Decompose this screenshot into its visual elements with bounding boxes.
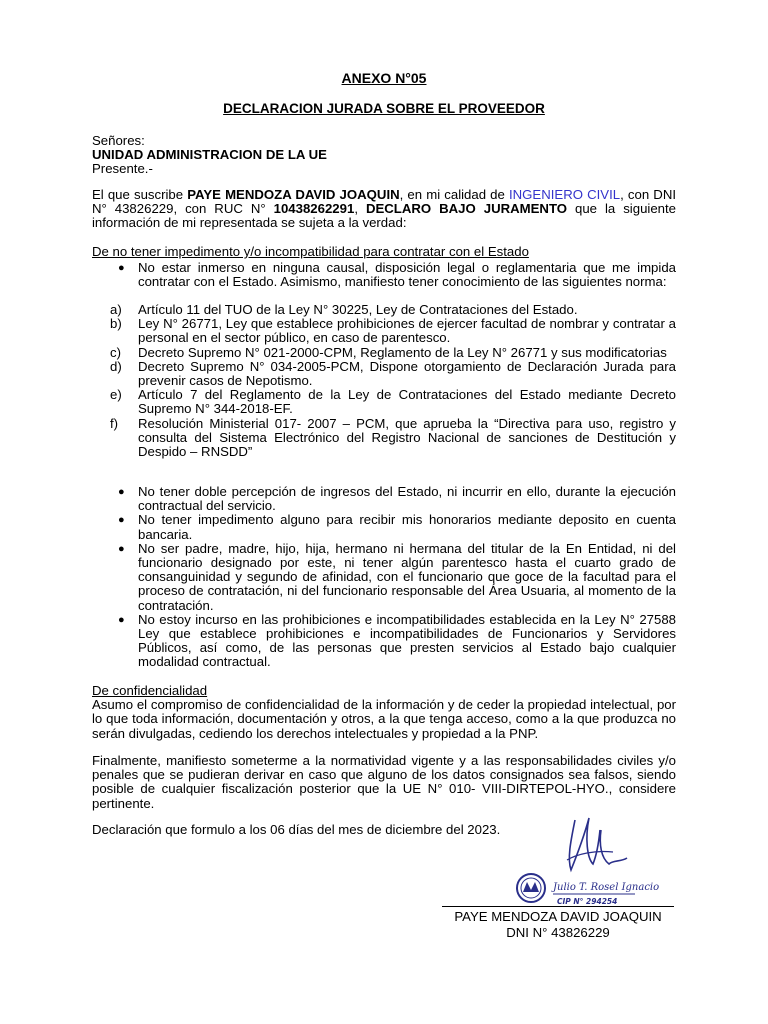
bullet-item [118, 540, 676, 613]
confidentiality-section [92, 684, 676, 741]
salutation-line: Señores: [92, 133, 145, 148]
intro-text: , con DNI N° 43826229, con RUC N° [92, 187, 677, 217]
norm-text: Resolución Ministerial 017- 2007 – PCM, que aprueba la “Directiva para uso, registro y consulta del Sistema Electrónico del Registro Nacional de sanciones de Destitución y Despido – RNSDD” [138, 415, 676, 460]
norms-list [110, 303, 676, 459]
bullet-text: No ser padre, madre, hijo, hija, hermano ni hermana del titular de la En Entidad, ni del funcionario designado por este, ni tener algún parentesco hasta el cuarto grado de consanguinidad y segundo de afinidad, con el funcionario que goce de la facultad para el proceso de contratación, ni del funcionario responsable del Área Usuaria, al momento de la contratación. [138, 540, 676, 613]
salutation-block [92, 134, 682, 177]
bullet-item [118, 611, 676, 670]
norm-text: Decreto Supremo N° 034-2005-PCM, Dispone otorgamiento de Declaración Jurada para prevenir casos de Nepotismo. [138, 358, 676, 389]
final-paragraph: Finalmente, manifiesto someterme a la normatividad vigente y a las responsabilidades civiles y/o penales que se pudieran derivar en caso que alguno de los datos consignados sea falsos, siendo posible de cualquier fiscalización posterior que la UE N° 010- VIII-DIRTEPOL-HYO., considere pertinente. [92, 753, 676, 811]
oath-phrase: DECLARO BAJO JURAMENTO [365, 201, 568, 217]
bullet-icon: ● [118, 514, 125, 527]
intro-paragraph [92, 188, 676, 231]
stamp-name: Julio T. Rosel Ignacio [553, 882, 660, 893]
bullet-item: No estar inmerso en ninguna causal, disposición legal o reglamentaria que me impida contratar con el Estado. Asimismo, manifiesto tener conocimiento de las siguientes norma: [138, 260, 676, 290]
norm-text: Decreto Supremo N° 021-2000-CPM, Reglamento de la Ley N° 26771 y sus modificatorias [138, 344, 667, 360]
norm-text: Artículo 7 del Reglamento de la Ley de Contrataciones del Estado mediante Decreto Supremo N° 344-2018-EF. [138, 387, 676, 417]
norm-letter: d) [110, 358, 122, 374]
section-heading-confidentiality: De confidencialidad [92, 683, 208, 698]
bullet-icon: ● [118, 486, 125, 498]
intro-text: que la siguiente información de mi representada se sujeta a la verdad: [92, 201, 676, 231]
bullet-icon: ● [118, 262, 125, 274]
norm-item [110, 360, 676, 388]
declarant-role: INGENIERO CIVIL [508, 187, 621, 202]
declarant-name: PAYE MENDOZA DAVID JOAQUIN [187, 187, 400, 202]
intro-text: , en mi calidad de [399, 187, 509, 202]
norm-item [110, 303, 676, 317]
bullet-text: No tener doble percepción de ingresos del Estado, ni incurrir en ello, durante la ejecución contractual del servicio. [138, 484, 676, 514]
signer-dni: DNI N° 43826229 [506, 925, 610, 940]
bullet-item [118, 484, 676, 514]
seal-icon [517, 874, 545, 902]
bullet-list [118, 484, 676, 670]
norm-letter: e) [110, 387, 122, 403]
signature-line [442, 906, 674, 907]
confidentiality-text: Asumo el compromiso de confidencialidad de la información y de ceder la propiedad intelectual, por lo que toda información, documentación y otros, a la que tenga acceso, como a la que produzca no serán divulgadas, cediendo los derechos intelectuales y propiedad a la PNP. [92, 697, 676, 741]
declaration-title: DECLARACION JURADA SOBRE EL PROVEEDOR [223, 101, 545, 116]
norm-text: Ley N° 26771, Ley que establece prohibiciones de ejercer facultad de nombrar y contratar a personal en el sector público, en caso de parentesco. [138, 316, 676, 346]
norm-item [110, 417, 676, 460]
norm-item [110, 346, 676, 360]
bullet-icon: ● [118, 542, 125, 555]
signer-name: PAYE MENDOZA DAVID JOAQUIN [454, 909, 662, 924]
bullet-text: No tener impedimento alguno para recibir mis honorarios mediante deposito en cuenta bancaria. [138, 512, 676, 542]
bullet-icon: ● [118, 613, 125, 626]
intro-text: , [354, 201, 366, 217]
signature-stroke [569, 818, 627, 870]
norm-item [110, 388, 676, 416]
salutation-present: Presente.- [92, 161, 153, 177]
norm-letter: f) [110, 415, 119, 431]
norm-item [110, 317, 676, 345]
declaration-date: Declaración que formulo a los 06 días del mes de diciembre del 2023. [92, 822, 501, 837]
intro-text: El que suscribe [92, 187, 188, 202]
bullet-item [118, 512, 676, 542]
norm-letter: c) [110, 344, 121, 360]
ruc-number: 10438262291 [273, 201, 355, 217]
stamp-cip: CIP N° 294254 [557, 897, 618, 906]
recipient-name: UNIDAD ADMINISTRACION DE LA UE [92, 147, 327, 163]
annex-title: ANEXO N°05 [341, 70, 427, 86]
bullet-text: No estoy incurso en las prohibiciones e incompatibilidades establecida en la Ley N° 27588 Ley que establece prohibiciones e incompatibilidades de Funcionarios y Servidores Públicos, así como, de las personas que presten servicios al Estado bajo cualquier modalidad contractual. [138, 611, 676, 670]
norm-letter: a) [110, 302, 122, 317]
signature-stamp [505, 800, 665, 910]
section-heading-impediment: De no tener impedimento y/o incompatibilidad para contratar con el Estado [92, 244, 529, 259]
norm-text: Artículo 11 del TUO de la Ley N° 30225, Ley de Contrataciones del Estado. [138, 302, 578, 317]
norm-letter: b) [110, 316, 122, 332]
